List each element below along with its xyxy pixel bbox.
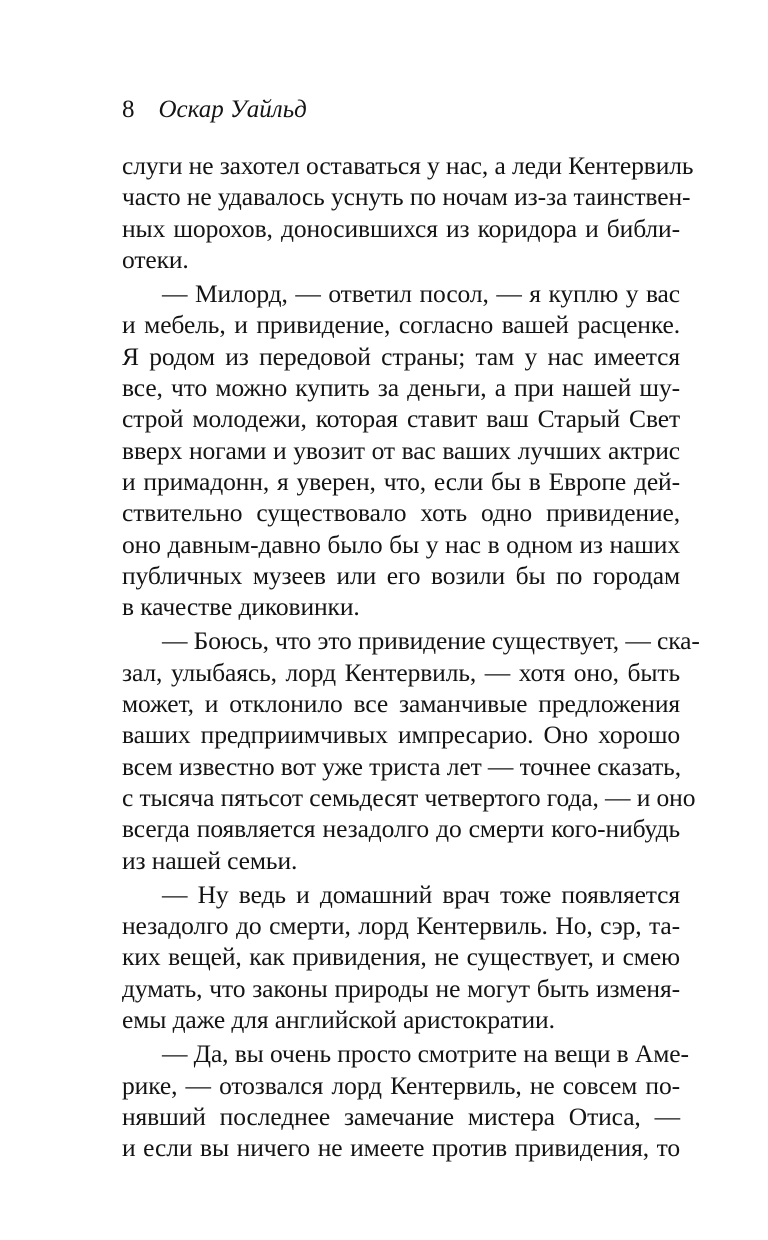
paragraph (122, 278, 680, 622)
text-line: ваших предприимчивых импресарио. Оно хорошо (122, 720, 680, 750)
text-line: — Боюсь, что это привидение существует, — ска- (162, 626, 700, 656)
text-line: — Ну ведь и домашний врач тоже появляется (162, 879, 680, 909)
text-line: нявший последнее замечание мистера Отиса, — (122, 1101, 680, 1131)
text-line: публичных музеев или его возили бы по городам (122, 560, 680, 590)
text-line: незадолго до смерти, лорд Кентервиль. Но, сэр, та- (122, 911, 680, 941)
text-line: в качестве диковинки. (122, 592, 360, 622)
paragraph (122, 150, 694, 275)
text-line: ствительно существовало хоть одно привидение, (122, 498, 680, 528)
text-line: ных шорохов, доносившихся из коридора и библи- (122, 213, 680, 243)
page-number: 8 (122, 96, 135, 123)
text-line: слуги не захотел оставаться у нас, а леди Кентервиль (122, 151, 694, 180)
text-line: — Да, вы очень просто смотрите на вещи в Аме- (162, 1039, 689, 1069)
text-line: вверх ногами и увозит от вас ваших лучших актрис (122, 435, 680, 465)
text-line: всегда появляется незадолго до смерти кого-нибудь (122, 814, 680, 844)
running-head (122, 92, 307, 128)
text-line: емы даже для английской аристократии. (122, 1005, 555, 1035)
body-text (122, 150, 700, 1164)
text-line: и мебель, и привидение, согласно вашей расценке. (122, 310, 680, 340)
text-line: зал, улыбаясь, лорд Кентервиль, — хотя оно, быть (122, 657, 680, 687)
text-line: может, и отклонило все заманчивые предложения (122, 689, 680, 719)
text-line: ких вещей, как привидения, не существует, и смею (122, 942, 680, 972)
paragraph (122, 625, 700, 875)
paragraph (122, 1038, 689, 1163)
text-line: все, что можно купить за деньги, а при нашей шу- (122, 373, 680, 403)
text-line: всем известно вот уже триста лет — точнее сказать, (122, 751, 681, 781)
text-line: рике, — отозвался лорд Кентервиль, не совсем по- (122, 1070, 680, 1100)
paragraph (122, 879, 680, 1035)
text-line: думать, что законы природы не могут быть изменя- (122, 973, 680, 1003)
text-line: Я родом из передовой страны; там у нас имеется (122, 341, 680, 371)
text-line: с тысяча пятьсот семьдесят четвертого года, — и оно (122, 782, 696, 812)
text-line: часто не удавалось уснуть по ночам из-за таинствен- (122, 182, 691, 212)
author-name: Оскар Уайльд (158, 96, 307, 123)
text-line: и примадонн, я уверен, что, если бы в Европе дей- (122, 466, 680, 496)
text-line: оно давным-давно было бы у нас в одном из наших (122, 529, 680, 559)
text-line: и если вы ничего не имеете против привидения, то (122, 1133, 680, 1163)
text-line: из нашей семьи. (122, 845, 298, 875)
text-line: строй молодежи, которая ставит ваш Старый Свет (122, 404, 680, 434)
text-line: отеки. (122, 244, 189, 274)
text-line: — Милорд, — ответил посол, — я куплю у вас (162, 279, 680, 309)
